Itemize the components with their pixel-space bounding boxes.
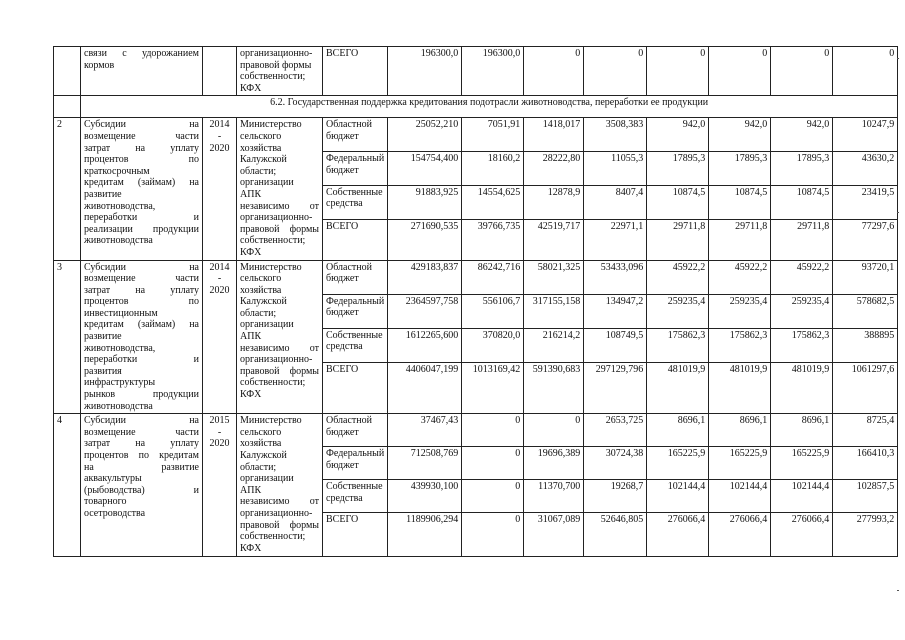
row-number-cell: 2 — [54, 118, 81, 260]
text-line: правовой формы — [240, 223, 319, 235]
text-line: Министерство — [240, 415, 302, 427]
text-line: связи с удорожанием — [84, 48, 199, 59]
text-line: организационно- — [240, 212, 313, 224]
text-line: области; — [240, 307, 277, 319]
source-cell — [323, 294, 388, 328]
text-line: КФХ — [240, 246, 262, 258]
value-cell: 591390,683 — [524, 362, 584, 414]
value-cell: 0 — [709, 47, 771, 96]
source-cell — [323, 447, 388, 480]
value-cell: 0 — [833, 47, 898, 96]
executor-cell — [237, 260, 323, 414]
value-cell: 14554,625 — [462, 185, 524, 219]
text-line: инфраструктуры — [84, 377, 156, 389]
value-cell: 175862,3 — [709, 328, 771, 362]
text-line: правовой формы — [240, 59, 312, 71]
text-line: организационно- — [240, 48, 313, 59]
text-line: сельского — [240, 426, 282, 438]
text-line: 2020 — [209, 284, 230, 296]
source-cell — [323, 513, 388, 557]
text-line: Собственные — [326, 329, 383, 341]
value-cell: 23419,5 — [833, 185, 898, 219]
text-line: (рыбоводства) и — [84, 484, 199, 496]
row-number-cell — [54, 96, 81, 118]
text-line: возмещение части — [84, 273, 199, 285]
value-cell: 17895,3 — [647, 152, 709, 186]
text-line: - — [217, 273, 222, 285]
value-cell: 942,0 — [647, 118, 709, 152]
value-cell: 942,0 — [709, 118, 771, 152]
text-line: кормов — [84, 59, 115, 71]
value-cell: 2653,725 — [584, 414, 647, 447]
value-cell: 134947,2 — [584, 294, 647, 328]
value-cell: 166410,3 — [833, 447, 898, 480]
value-cell: 22971,1 — [584, 219, 647, 260]
text-line: собственности; — [240, 377, 306, 389]
text-line: переработки и — [84, 212, 199, 224]
text-line: кредитам (займам) на — [84, 319, 199, 331]
value-cell: 1013169,42 — [462, 362, 524, 414]
value-cell: 1418,017 — [524, 118, 584, 152]
text-line: кредитам (займам) на — [84, 177, 199, 189]
value-cell: 8696,1 — [709, 414, 771, 447]
text-line: независимо от — [240, 342, 319, 354]
text-line: бюджет — [326, 164, 359, 176]
text-line: возмещение части — [84, 426, 199, 438]
value-cell: 297129,796 — [584, 362, 647, 414]
text-line: животноводства — [84, 400, 153, 412]
value-cell: 93720,1 — [833, 260, 898, 294]
text-line: Собственные — [326, 481, 383, 493]
text-line: 2020 — [209, 142, 230, 154]
text-line: Федеральный — [326, 153, 385, 165]
text-line: независимо от — [240, 200, 319, 212]
text-line: средства — [326, 198, 363, 210]
value-cell: 7051,91 — [462, 118, 524, 152]
text-line: КФХ — [240, 82, 262, 94]
value-cell: 439930,100 — [388, 480, 462, 513]
value-cell: 175862,3 — [647, 328, 709, 362]
value-cell: 11370,700 — [524, 480, 584, 513]
value-cell: 276066,4 — [771, 513, 833, 557]
text-line: животноводства — [84, 235, 153, 247]
value-cell: 45922,2 — [709, 260, 771, 294]
text-line: процентов по кредитам — [84, 450, 199, 461]
text-line: краткосрочным — [84, 165, 150, 177]
value-cell: 42519,717 — [524, 219, 584, 260]
text-line: организационно- — [240, 507, 313, 519]
section-row — [54, 96, 898, 118]
margin-mark — [897, 212, 899, 213]
value-cell: 8407,4 — [584, 185, 647, 219]
measure-cell — [81, 118, 203, 260]
text-line: животноводства, — [84, 200, 156, 212]
value-cell: 165225,9 — [647, 447, 709, 480]
value-cell: 317155,158 — [524, 294, 584, 328]
text-line: 2014 — [209, 119, 230, 131]
value-cell: 10874,5 — [647, 185, 709, 219]
source-cell — [323, 47, 388, 96]
value-cell: 481019,9 — [771, 362, 833, 414]
value-cell: 1189906,294 — [388, 513, 462, 557]
measure-cell — [81, 414, 203, 557]
value-cell: 17895,3 — [709, 152, 771, 186]
row-number-cell: 3 — [54, 260, 81, 414]
text-line: процентов по — [84, 154, 199, 166]
text-line: бюджет — [326, 459, 359, 471]
text-line: затрат на уплату — [84, 438, 199, 450]
value-cell: 4406047,199 — [388, 362, 462, 414]
value-cell: 165225,9 — [709, 447, 771, 480]
text-line: переработки и — [84, 354, 199, 366]
text-line: бюджет — [326, 130, 359, 142]
value-cell: 108749,5 — [584, 328, 647, 362]
text-line: возмещение части — [84, 130, 199, 142]
table-row — [54, 118, 898, 152]
source-cell — [323, 185, 388, 219]
text-line: организационно- — [240, 354, 313, 366]
value-cell: 0 — [647, 47, 709, 96]
value-cell: 0 — [771, 47, 833, 96]
value-cell: 388895 — [833, 328, 898, 362]
executor-cell — [237, 47, 323, 96]
margin-mark — [897, 590, 899, 591]
value-cell: 370820,0 — [462, 328, 524, 362]
value-cell: 276066,4 — [709, 513, 771, 557]
text-line: Калужской — [240, 450, 287, 461]
value-cell: 196300,0 — [462, 47, 524, 96]
value-cell: 578682,5 — [833, 294, 898, 328]
value-cell: 10874,5 — [709, 185, 771, 219]
value-cell: 0 — [524, 414, 584, 447]
text-line: Областной — [326, 415, 373, 427]
text-line: 2020 — [209, 438, 230, 450]
text-line: затрат на уплату — [84, 142, 199, 154]
value-cell: 58021,325 — [524, 260, 584, 294]
value-cell: 259235,4 — [647, 294, 709, 328]
years-cell — [203, 260, 237, 414]
text-line: АПК — [240, 331, 262, 343]
text-line: КФХ — [240, 542, 262, 554]
table-row — [54, 260, 898, 294]
text-line: хозяйства — [240, 142, 282, 154]
text-line: 2015 — [209, 415, 230, 427]
text-line: Министерство — [240, 119, 302, 131]
value-cell: 1612265,600 — [388, 328, 462, 362]
text-line: рынков продукции — [84, 389, 199, 401]
text-line: животноводства, — [84, 342, 156, 354]
value-cell: 0 — [462, 480, 524, 513]
text-line: области; — [240, 461, 277, 473]
text-line: независимо от — [240, 496, 319, 508]
years-cell — [203, 47, 237, 96]
text-line: хозяйства — [240, 438, 282, 450]
text-line: средства — [326, 492, 363, 504]
value-cell: 8725,4 — [833, 414, 898, 447]
value-cell: 0 — [462, 447, 524, 480]
value-cell: 12878,9 — [524, 185, 584, 219]
text-line: ВСЕГО — [326, 220, 359, 232]
text-line: правовой формы — [240, 519, 319, 531]
value-cell: 8696,1 — [647, 414, 709, 447]
value-cell: 175862,3 — [771, 328, 833, 362]
text-line: КФХ — [240, 389, 262, 401]
value-cell: 10247,9 — [833, 118, 898, 152]
text-line: Калужской — [240, 154, 287, 166]
value-cell: 2364597,758 — [388, 294, 462, 328]
value-cell: 10874,5 — [771, 185, 833, 219]
budget-table — [53, 46, 898, 557]
value-cell: 271690,535 — [388, 219, 462, 260]
value-cell: 91883,925 — [388, 185, 462, 219]
text-line: развитие — [84, 331, 122, 343]
value-cell: 31067,089 — [524, 513, 584, 557]
text-line: хозяйства — [240, 284, 282, 296]
value-cell: 216214,2 — [524, 328, 584, 362]
section-title: 6.2. Государственная поддержка кредитования подотрасли животноводства, переработки ее продукции — [81, 96, 898, 118]
source-cell — [323, 152, 388, 186]
table-row — [54, 414, 898, 447]
value-cell: 259235,4 — [771, 294, 833, 328]
value-cell: 29711,8 — [709, 219, 771, 260]
value-cell: 276066,4 — [647, 513, 709, 557]
value-cell: 0 — [584, 47, 647, 96]
executor-cell — [237, 118, 323, 260]
text-line: Министерство — [240, 261, 302, 273]
value-cell: 102144,4 — [647, 480, 709, 513]
value-cell: 942,0 — [771, 118, 833, 152]
text-line: Собственные — [326, 186, 383, 198]
value-cell: 102144,4 — [709, 480, 771, 513]
text-line: Субсидии на — [84, 261, 199, 273]
value-cell: 45922,2 — [771, 260, 833, 294]
value-cell: 45922,2 — [647, 260, 709, 294]
text-line: затрат на уплату — [84, 284, 199, 296]
value-cell: 429183,837 — [388, 260, 462, 294]
text-line: развития — [84, 365, 122, 377]
source-cell — [323, 219, 388, 260]
value-cell: 712508,769 — [388, 447, 462, 480]
text-line: АПК — [240, 484, 262, 496]
value-cell: 8696,1 — [771, 414, 833, 447]
value-cell: 481019,9 — [709, 362, 771, 414]
value-cell: 277993,2 — [833, 513, 898, 557]
value-cell: 1061297,6 — [833, 362, 898, 414]
value-cell: 0 — [462, 513, 524, 557]
text-line: Калужской — [240, 296, 287, 308]
text-line: - — [217, 426, 222, 438]
text-line: сельского — [240, 273, 282, 285]
value-cell: 481019,9 — [647, 362, 709, 414]
source-cell — [323, 414, 388, 447]
table-row — [54, 47, 898, 96]
text-line: организации — [240, 319, 294, 331]
text-line: 2014 — [209, 261, 230, 273]
text-line: правовой формы — [240, 365, 319, 377]
text-line: процентов по — [84, 296, 199, 308]
value-cell: 30724,38 — [584, 447, 647, 480]
value-cell: 28222,80 — [524, 152, 584, 186]
value-cell: 17895,3 — [771, 152, 833, 186]
text-line: Областной — [326, 261, 373, 273]
text-line: Федеральный — [326, 295, 385, 307]
value-cell: 0 — [462, 414, 524, 447]
source-cell — [323, 118, 388, 152]
margin-mark — [897, 58, 899, 59]
source-label: ВСЕГО — [326, 48, 359, 59]
value-cell: 37467,43 — [388, 414, 462, 447]
measure-cell — [81, 47, 203, 96]
text-line: инвестиционным — [84, 307, 158, 319]
value-cell: 43630,2 — [833, 152, 898, 186]
value-cell: 11055,3 — [584, 152, 647, 186]
text-line: Федеральный — [326, 448, 385, 460]
text-line: сельского — [240, 130, 282, 142]
value-cell: 196300,0 — [388, 47, 462, 96]
value-cell: 19268,7 — [584, 480, 647, 513]
measure-cell — [81, 260, 203, 414]
source-cell — [323, 480, 388, 513]
value-cell: 29711,8 — [771, 219, 833, 260]
source-cell — [323, 328, 388, 362]
text-line: ВСЕГО — [326, 514, 359, 526]
text-line: бюджет — [326, 307, 359, 319]
value-cell: 86242,716 — [462, 260, 524, 294]
text-line: развитие — [84, 188, 122, 200]
text-line: ВСЕГО — [326, 363, 359, 375]
text-line: реализации продукции — [84, 223, 199, 235]
years-cell — [203, 118, 237, 260]
text-line: бюджет — [326, 426, 359, 438]
text-line: организации — [240, 177, 294, 189]
text-line: области; — [240, 165, 277, 177]
text-line: Областной — [326, 119, 373, 131]
text-line: товарного — [84, 496, 127, 508]
text-line: на развитие — [84, 461, 199, 473]
value-cell: 19696,389 — [524, 447, 584, 480]
value-cell: 154754,400 — [388, 152, 462, 186]
value-cell: 77297,6 — [833, 219, 898, 260]
text-line: бюджет — [326, 273, 359, 285]
text-line: осетроводства — [84, 507, 146, 519]
years-cell — [203, 414, 237, 557]
text-line: аквакультуры — [84, 473, 142, 485]
value-cell: 18160,2 — [462, 152, 524, 186]
text-line: Субсидии на — [84, 415, 199, 427]
text-line: Субсидии на — [84, 119, 199, 131]
value-cell: 25052,210 — [388, 118, 462, 152]
value-cell: 556106,7 — [462, 294, 524, 328]
value-cell: 52646,805 — [584, 513, 647, 557]
executor-cell — [237, 414, 323, 557]
value-cell: 102144,4 — [771, 480, 833, 513]
value-cell: 102857,5 — [833, 480, 898, 513]
text-line: собственности; — [240, 71, 306, 83]
row-number-cell — [54, 47, 81, 96]
value-cell: 3508,383 — [584, 118, 647, 152]
value-cell: 53433,096 — [584, 260, 647, 294]
source-cell — [323, 362, 388, 414]
text-line: собственности; — [240, 235, 306, 247]
source-cell — [323, 260, 388, 294]
value-cell: 29711,8 — [647, 219, 709, 260]
text-line: средства — [326, 341, 363, 353]
text-line: собственности; — [240, 531, 306, 543]
value-cell: 165225,9 — [771, 447, 833, 480]
value-cell: 0 — [524, 47, 584, 96]
text-line: АПК — [240, 188, 262, 200]
row-number-cell: 4 — [54, 414, 81, 557]
text-line: организации — [240, 473, 294, 485]
value-cell: 39766,735 — [462, 219, 524, 260]
value-cell: 259235,4 — [709, 294, 771, 328]
text-line: - — [217, 130, 222, 142]
